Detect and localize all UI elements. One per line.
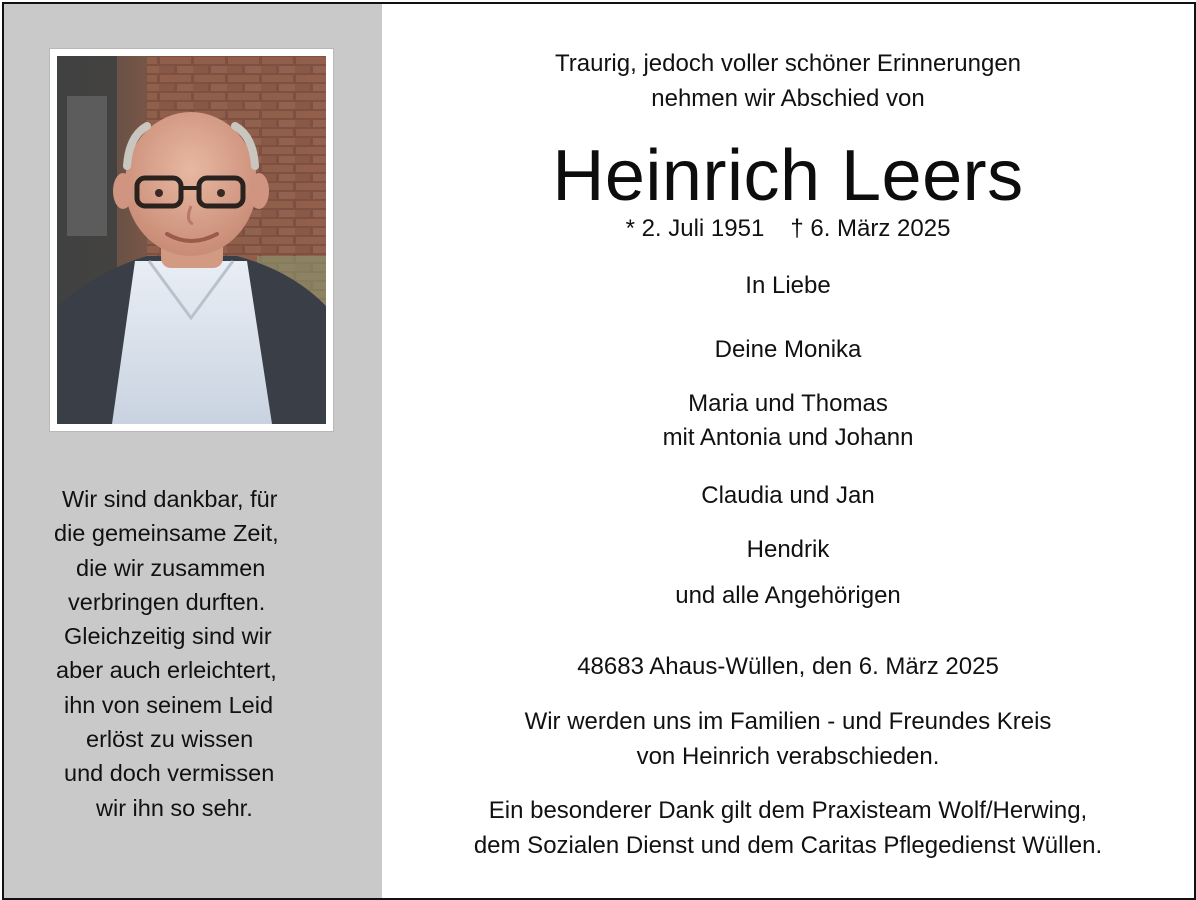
- poem: [4, 482, 382, 825]
- mourner-relatives: und alle Angehörigen: [675, 582, 901, 609]
- right-panel: [382, 4, 1194, 898]
- intro-line-1: Traurig, jedoch voller schöner Erinnerungen: [554, 50, 1022, 77]
- intro-line-2: nehmen wir Abschied von: [651, 85, 925, 112]
- mourner-family-3: Hendrik: [746, 536, 830, 563]
- portrait-frame: [50, 49, 333, 431]
- farewell-note-line-1: Wir werden uns im Familien - und Freundes Kreis: [524, 708, 1052, 735]
- mourner-family-1-children: mit Antonia und Johann: [662, 424, 914, 451]
- deceased-name: Heinrich Leers: [552, 136, 1024, 216]
- mourner-spouse: Deine Monika: [714, 336, 862, 363]
- life-dates: [382, 212, 1194, 246]
- portrait-photo: [57, 56, 326, 424]
- poem-line: verbringen durften.: [68, 588, 266, 615]
- mourner-family-1: Maria und Thomas: [688, 390, 888, 417]
- death-date: † 6. März 2025: [790, 215, 951, 242]
- poem-line: und doch vermissen: [64, 760, 275, 787]
- thanks-line-1: Ein besonderer Dank gilt dem Praxisteam Wolf/Herwing,: [488, 797, 1088, 824]
- poem-line: aber auch erleichtert,: [56, 657, 277, 684]
- mourner-family-2: Claudia und Jan: [701, 482, 875, 509]
- poem-line: Gleichzeitig sind wir: [64, 623, 272, 650]
- birth-date: * 2. Juli 1951: [625, 215, 765, 242]
- farewell-note-line-2: von Heinrich verabschieden.: [636, 743, 940, 770]
- obituary-notice: [2, 2, 1196, 900]
- poem-line: wir ihn so sehr.: [96, 794, 253, 821]
- place-date: 48683 Ahaus-Wüllen, den 6. März 2025: [577, 653, 999, 680]
- poem-line: Wir sind dankbar, für: [62, 486, 278, 512]
- thanks-line-2: dem Sozialen Dienst und dem Caritas Pflegedienst Wüllen.: [473, 832, 1103, 859]
- poem-line: erlöst zu wissen: [86, 726, 254, 753]
- in-love-line: In Liebe: [745, 272, 831, 299]
- poem-line: die gemeinsame Zeit,: [54, 520, 279, 547]
- poem-line: die wir zusammen: [76, 554, 266, 581]
- poem-line: ihn von seinem Leid: [64, 691, 274, 718]
- left-panel: [4, 4, 382, 898]
